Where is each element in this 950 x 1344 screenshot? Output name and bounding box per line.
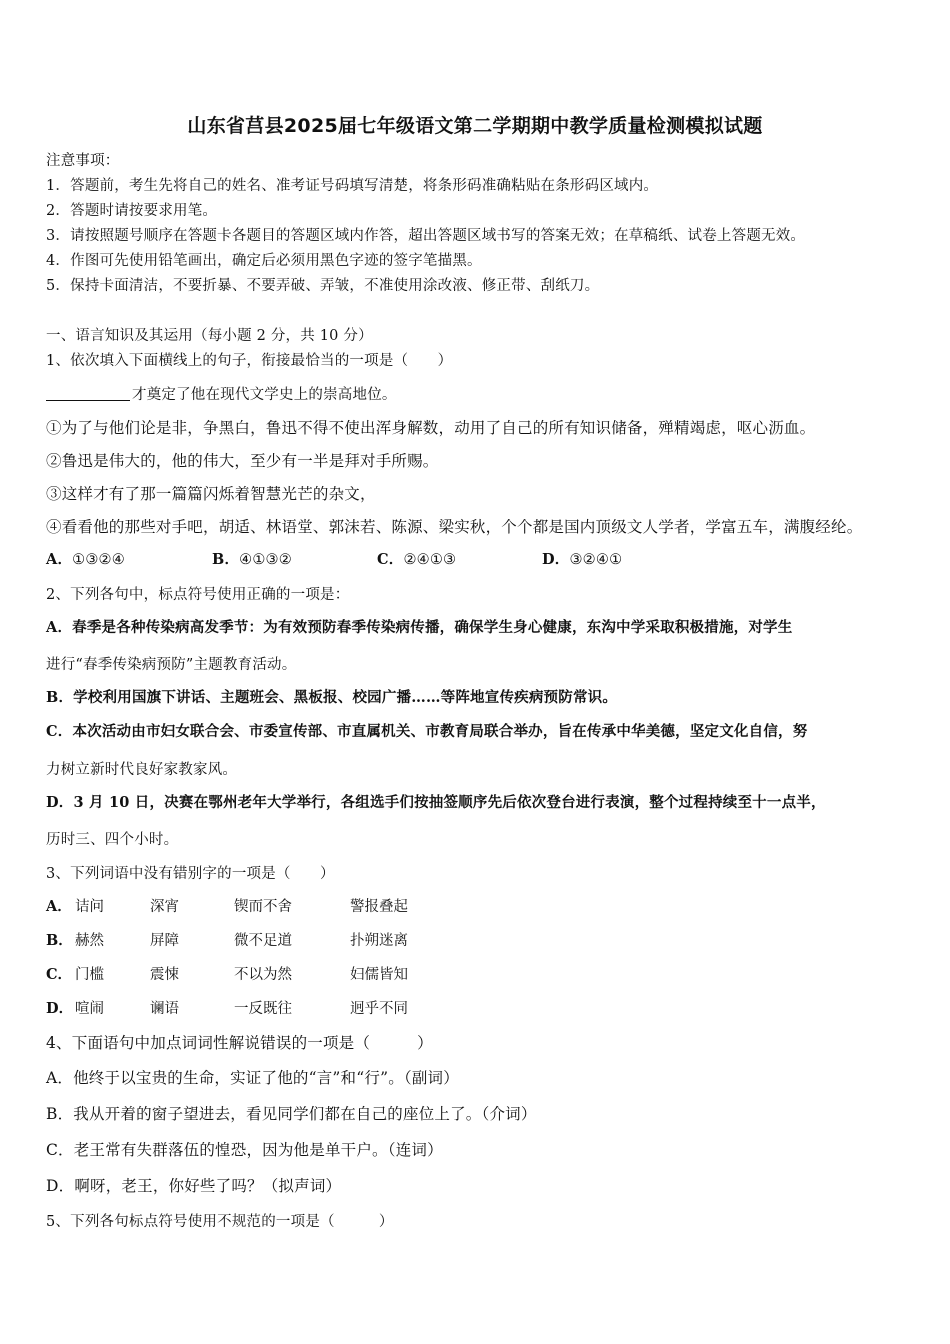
- question-2-option-a: A．春季是各种传染病高发季节：为有效预防春季传染病传播，确保学生身心健康，东沟中学采取积极措施，对学生: [46, 619, 793, 636]
- question-2-option-a-cont: 进行“春季传染病预防”主题教育活动。: [46, 657, 297, 673]
- question-1-item: ④看看他的那些对手吧，胡适、林语堂、郭沫若、陈源、梁实秋，个个都是国内顶级文人学者，学富五车，满腹经纶。: [46, 518, 863, 536]
- question-4-option-c[interactable]: C．老王常有失群落伍的惶恐，因为他是单干户。（连词）: [46, 1141, 443, 1159]
- option-c[interactable]: [377, 551, 456, 569]
- question-2-option-c: C．本次活动由市妇女联合会、市委宣传部、市直属机关、市教育局联合举办，旨在传承中华美德，坚定文化自信，努: [46, 723, 808, 740]
- word: 震悚: [150, 967, 179, 983]
- question-2-option-d-cont: 历时三、四个小时。: [46, 832, 179, 848]
- option-text: ④①③②: [239, 552, 292, 568]
- question-4-option-d[interactable]: D．啊呀，老王，你好些了吗？（拟声词）: [46, 1177, 342, 1195]
- notice-item: 1．答题前，考生先将自己的姓名、准考证号码填写清楚，将条形码准确粘贴在条形码区域内。: [46, 178, 659, 194]
- question-4-stem: 4、下面语句中加点词词性解说错误的一项是（ ）: [46, 1034, 433, 1052]
- word: 迥乎不同: [350, 1001, 408, 1017]
- option-label: D．: [46, 1000, 74, 1017]
- option-text: ①③②④: [72, 552, 125, 568]
- question-3-option-c[interactable]: [46, 966, 546, 984]
- page-title: 山东省莒县2025届七年级语文第二学期期中教学质量检测模拟试题: [187, 115, 763, 137]
- sentence-text: 才奠定了他在现代文学史上的崇高地位。: [132, 387, 397, 403]
- question-5-stem: 5、下列各句标点符号使用不规范的一项是（ ）: [46, 1214, 394, 1230]
- word: 微不足道: [234, 933, 292, 949]
- notice-item: 3．请按照题号顺序在答题卡各题目的答题区域内作答，超出答题区域书写的答案无效；在草稿纸、试卷上答题无效。: [46, 228, 806, 244]
- notice-heading: 注意事项：: [46, 153, 120, 169]
- word: 门槛: [75, 967, 104, 983]
- option-label: B．: [212, 551, 240, 568]
- question-2-option-b: B．学校利用国旗下讲话、主题班会、黑板报、校园广播……等阵地宣传疾病预防常识。: [46, 689, 618, 706]
- question-1-item: ①为了与他们论是非，争黑白，鲁迅不得不使出浑身解数，动用了自己的所有知识储备，殚精竭虑，呕心沥血。: [46, 419, 816, 437]
- word: 扑朔迷离: [350, 933, 408, 949]
- option-label: D．: [542, 551, 570, 568]
- question-3-option-b[interactable]: [46, 932, 546, 950]
- notice-item: 2．答题时请按要求用笔。: [46, 203, 218, 219]
- option-label: C．: [377, 551, 404, 568]
- word: 谰语: [150, 1001, 179, 1017]
- question-2-option-d: D．3 月 10 日，决赛在鄂州老年大学举行，各组选手们按抽签顺序先后依次登台进行表演，整个过程持续至十一点半，: [46, 794, 826, 811]
- question-3-option-d[interactable]: [46, 1000, 546, 1018]
- notice-item: 4．作图可先使用铅笔画出，确定后必须用黑色字迹的签字笔描黑。: [46, 253, 482, 269]
- word: 妇儒皆知: [350, 967, 408, 983]
- word: 诘问: [75, 899, 104, 915]
- word: 锲而不舍: [234, 899, 292, 915]
- word: 不以为然: [234, 967, 292, 983]
- option-label: C．: [46, 966, 73, 983]
- fill-blank: [46, 386, 130, 401]
- question-3-stem: 3、下列词语中没有错别字的一项是（ ）: [46, 866, 335, 882]
- option-d[interactable]: [542, 551, 622, 569]
- question-1-sentence: [46, 386, 397, 404]
- option-label: A．: [46, 551, 73, 568]
- question-4-option-b[interactable]: B．我从开着的窗子望进去，看见同学们都在自己的座位上了。（介词）: [46, 1105, 537, 1123]
- word: 赫然: [75, 933, 104, 949]
- word: 屏障: [150, 933, 179, 949]
- word: 深宵: [150, 899, 179, 915]
- option-text: ②④①③: [403, 552, 457, 568]
- option-text: ③②④①: [569, 552, 623, 568]
- option-a[interactable]: [46, 551, 125, 569]
- option-label: B．: [46, 932, 73, 949]
- word: 一反既往: [234, 1001, 292, 1017]
- section-heading: 一、语言知识及其运用（每小题 2 分，共 10 分）: [46, 328, 373, 344]
- question-1-item: ③这样才有了那一篇篇闪烁着智慧光芒的杂文，: [46, 485, 376, 503]
- question-1-stem: 1、依次填入下面横线上的句子，衔接最恰当的一项是（ ）: [46, 353, 453, 369]
- word: 警报叠起: [350, 899, 408, 915]
- question-2-stem: 2、下列各句中，标点符号使用正确的一项是：: [46, 587, 350, 603]
- notice-item: 5．保持卡面清洁，不要折暴、不要弄破、弄皱，不准使用涂改液、修正带、刮纸刀。: [46, 278, 600, 294]
- option-b[interactable]: [212, 551, 292, 569]
- question-4-option-a[interactable]: A．他终于以宝贵的生命，实证了他的“言”和“行”。（副词）: [46, 1069, 459, 1087]
- question-3-option-a[interactable]: [46, 898, 546, 916]
- question-1-item: ②鲁迅是伟大的，他的伟大，至少有一半是拜对手所赐。: [46, 452, 439, 470]
- option-label: A．: [46, 898, 72, 915]
- question-2-option-c-cont: 力树立新时代良好家教家风。: [46, 762, 238, 778]
- word: 喧闹: [75, 1001, 104, 1017]
